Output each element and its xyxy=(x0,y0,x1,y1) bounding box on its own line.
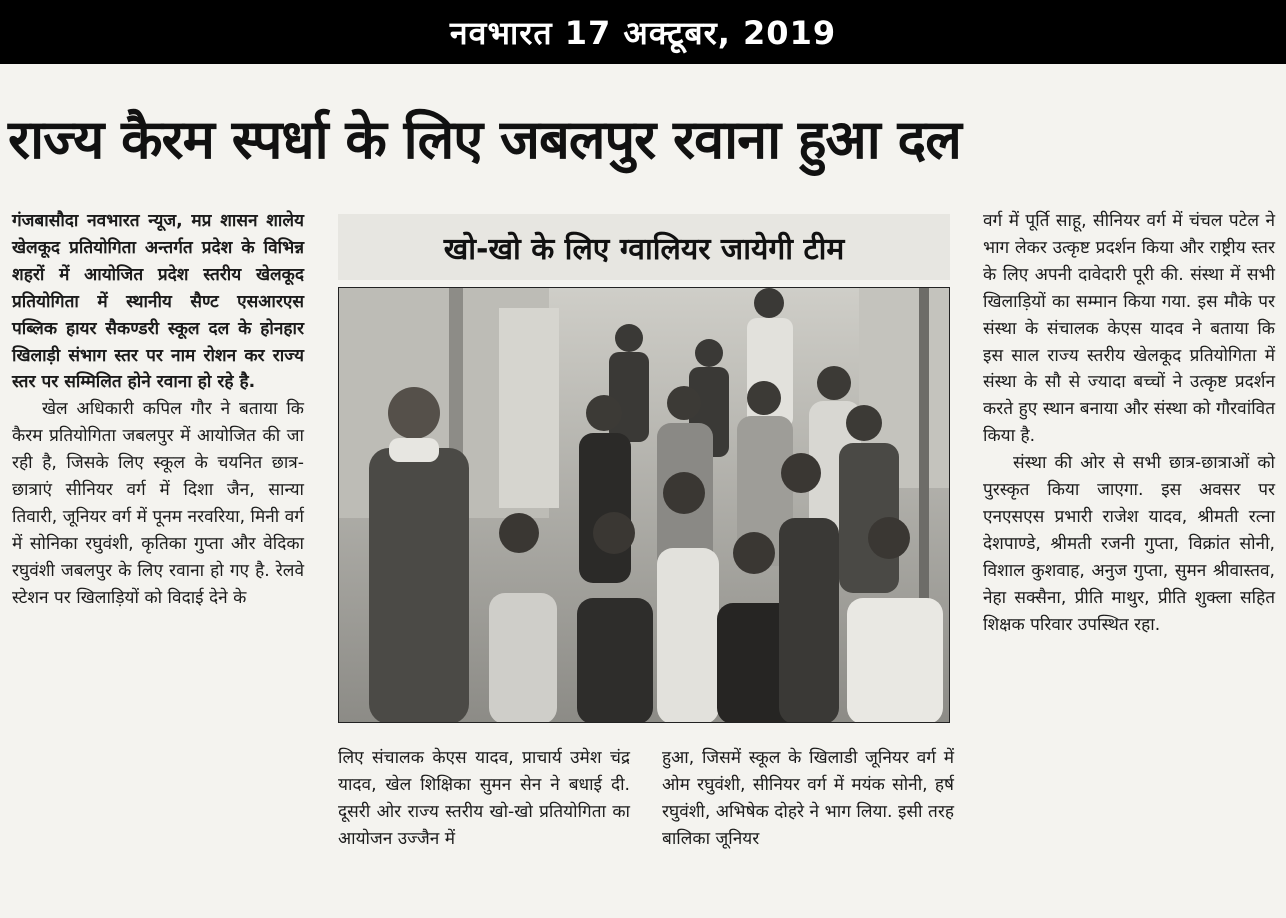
article-column-4 xyxy=(983,208,1275,639)
article-column-1 xyxy=(12,208,304,612)
article-paragraph: वर्ग में पूर्ति साहू, सीनियर वर्ग में चंचल पटेल ने भाग लेकर उत्कृष्ट प्रदर्शन किया और राष्ट्रीय स्तर के लिए अपनी दावेदारी पूरी की. संस्था में सभी खिलाड़ियों का सम्मान किया गया. इस मौके पर संस्था के संचालक केएस यादव ने बताया कि इस साल राज्य स्तरीय खेलकूद प्रतियोगिता में संस्था के सौ से ज्यादा बच्चों ने उत्कृष्ट प्रदर्शन करते हुए स्थान बनाया और संस्था को गौरवांवित किया है. xyxy=(983,211,1275,447)
article-subheadline: खो-खो के लिए ग्वालियर जायेगी टीम xyxy=(338,214,950,280)
article-paragraph: संस्था की ओर से सभी छात्र-छात्राओं को पुरस्कृत किया जाएगा. इस अवसर पर एनएसएस प्रभारी राजेश यादव, श्रीमती रत्ना देशपाण्डे, श्रीमती रजनी गुप्ता, विक्रांत सोनी, विशाल कुशवाह, अनुज गुप्ता, सुमन श्रीवास्तव, नेहा सक्सैना, प्रीति माथुर, प्रीति शुक्ला सहित शिक्षक परिवार उपस्थित रहा. xyxy=(983,453,1275,635)
article-column-2 xyxy=(338,745,630,853)
article-paragraph: लिए संचालक केएस यादव, प्राचार्य उमेश चंद्र यादव, खेल शिक्षिका सुमन सेन ने बधाई दी. दूसरी ओर राज्य स्तरीय खो-खो प्रतियोगिता का आयोजन उज्जैन में xyxy=(338,748,630,849)
newspaper-date-banner xyxy=(0,0,1286,64)
group-photo-icon xyxy=(339,288,950,723)
article-paragraph: हुआ, जिसमें स्कूल के खिलाडी जूनियर वर्ग में ओम रघुवंशी, सीनियर वर्ग में मयंक सोनी, हर्ष रघुवंशी, अभिषेक दोहरे ने भाग लिया. इसी तरह बालिका जूनियर xyxy=(662,748,954,849)
article-column-3 xyxy=(662,745,954,853)
banner-text: नवभारत 17 अक्टूबर, 2019 xyxy=(449,13,837,52)
article-lead-paragraph: गंजबासौदा नवभारत न्यूज, मप्र शासन शालेय खेलकूद प्रतियोगिता अन्तर्गत प्रदेश के विभिन्न शहरों में आयोजित प्रदेश स्तरीय खेलकूद प्रतियोगिता में स्थानीय सैण्ट एसआरएस पब्लिक हायर सैकण्डरी स्कूल दल के होनहार खिलाड़ी संभाग स्तर पर नाम रोशन कर राज्य स्तर पर सम्मिलित होने रवाना हो रहे है. xyxy=(12,211,304,393)
article-paragraph: खेल अधिकारी कपिल गौर ने बताया कि कैरम प्रतियोगिता जबलपुर में आयोजित की जा रही है, जिसके लिए स्कूल के चयनित छात्र-छात्राएं सीनियर वर्ग में दिशा जैन, सान्या तिवारी, जूनियर वर्ग में पूनम नरवरिया, मिनी वर्ग में सोनिका रघुवंशी, कृतिका गुप्ता और वेदिका रघुवंशी जबलपुर के लिए रवाना हो गए है. रेलवे स्टेशन पर खिलाड़ियों को विदाई देने के xyxy=(12,399,304,608)
team-group-photo xyxy=(338,287,950,723)
article-headline: राज्य कैरम स्पर्धा के लिए जबलपुर रवाना हुआ दल xyxy=(8,108,961,171)
